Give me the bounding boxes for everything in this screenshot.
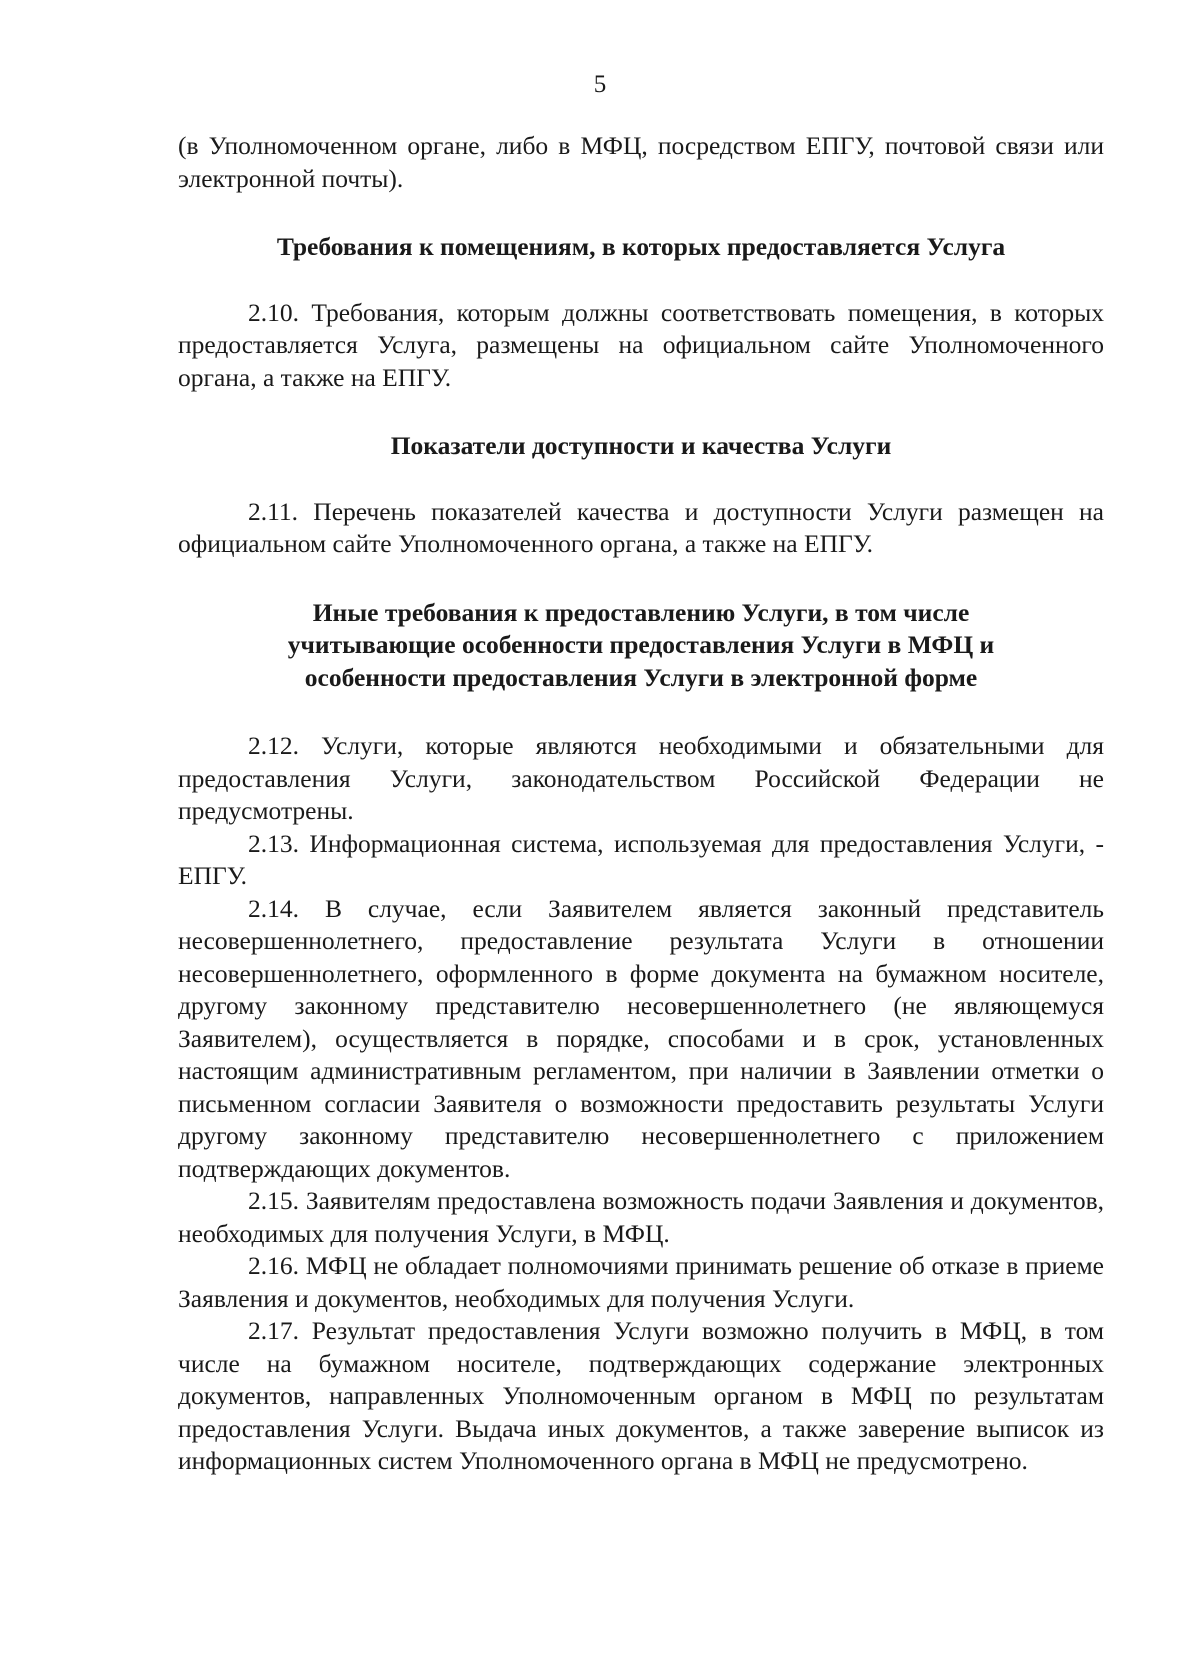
paragraph-2-14: 2.14. В случае, если Заявителем является законный представитель несовершеннолетнего, предоставление результата Услуги в отношении несовершеннолетнего, оформленного в форме документа на бумажном носителе, другому законному представителю несовершеннолетнего (не являющемуся Заявителем), осуществляется в порядке, способами и в срок, установленных настоящим административным регламентом, при наличии в Заявлении отметки о письменном согласии Заявителя о возможности предоставить результаты Услуги другому законному представителю несовершеннолетнего с приложением подтверждающих документов. xyxy=(178,893,1104,1183)
heading-other-requirements-line-1: Иные требования к предоставлению Услуги, в том числе xyxy=(312,597,970,627)
heading-other-requirements-line-3: особенности предоставления Услуги в электронной форме xyxy=(304,662,978,692)
paragraph-2-13: 2.13. Информационная система, используемая для предоставления Услуги, - ЕПГУ. xyxy=(178,828,1104,890)
heading-other-requirements xyxy=(178,597,1104,695)
page-number: 5 xyxy=(593,71,607,98)
paragraph-intro-continuation: (в Уполномоченном органе, либо в МФЦ, посредством ЕПГУ, почтовой связи или электронной почты). xyxy=(178,131,1104,193)
paragraph-2-10: 2.10. Требования, которым должны соответствовать помещения, в которых предоставляется Услуга, размещены на официальном сайте Уполномоченного органа, а также на ЕПГУ. xyxy=(178,297,1104,392)
paragraph-2-15: 2.15. Заявителям предоставлена возможность подачи Заявления и документов, необходимых для получения Услуги, в МФЦ. xyxy=(178,1186,1104,1248)
paragraph-2-11: 2.11. Перечень показателей качества и доступности Услуги размещен на официальном сайте Уполномоченного органа, а также на ЕПГУ. xyxy=(178,496,1104,558)
heading-premises-requirements: Требования к помещениям, в которых предоставляется Услуга xyxy=(276,232,1006,261)
paragraph-2-16: 2.16. МФЦ не обладает полномочиями принимать решение об отказе в приеме Заявления и документов, необходимых для получения Услуги. xyxy=(178,1251,1104,1313)
paragraph-2-12: 2.12. Услуги, которые являются необходимыми и обязательными для предоставления Услуги, законодательством Российской Федерации не предусмотрены. xyxy=(178,731,1104,825)
heading-accessibility-indicators: Показатели доступности и качества Услуги xyxy=(390,431,892,460)
document-body xyxy=(178,130,1104,1478)
heading-other-requirements-line-2: учитывающие особенности предоставления Услуги в МФЦ и xyxy=(287,630,995,659)
paragraph-2-17: 2.17. Результат предоставления Услуги возможно получить в МФЦ, в том числе на бумажном носителе, подтверждающих содержание электронных документов, направленных Уполномоченным органом в МФЦ по результатам предоставления Услуги. Выдача иных документов, а также заверение выписок из информационных систем Уполномоченного органа в МФЦ не предусмотрено. xyxy=(178,1316,1104,1475)
